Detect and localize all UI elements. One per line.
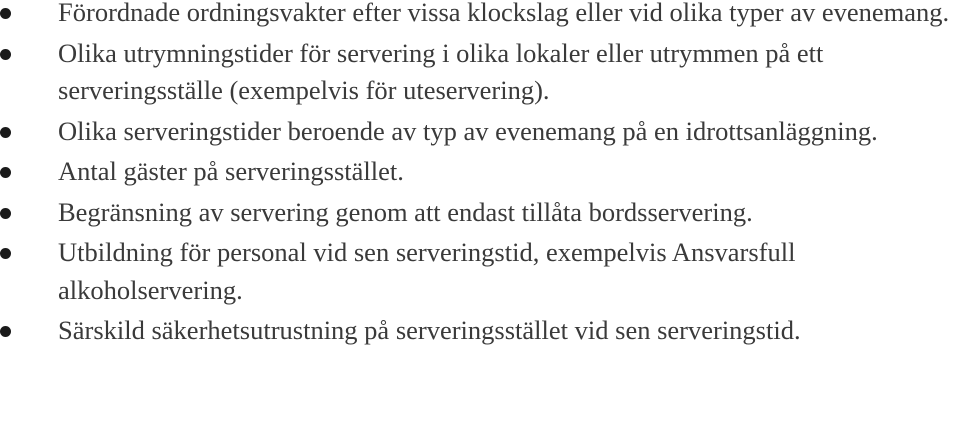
bullet-icon [0,8,11,19]
list-item [0,194,960,232]
list-item [0,153,960,191]
list-item-text: Olika utrymningstider för servering i olika lokaler eller utrymmen på ett serveringsställe (exempelvis för uteservering). [58,37,824,105]
list-item [0,312,960,350]
list-item [0,234,960,309]
bullet-icon [0,127,11,138]
list-item-text: Särskild säkerhetsutrustning på serveringsstället vid sen serveringstid. [58,315,801,345]
bullet-icon [0,326,11,337]
list-item-text: Antal gäster på serveringsstället. [58,156,404,186]
list-item-text: Utbildning för personal vid sen serveringstid, exempelvis Ansvarsfull alkoholservering. [58,237,796,305]
bullet-icon [0,49,11,60]
list-item [0,113,960,151]
bullet-icon [0,208,11,219]
list-item-text: Begränsning av servering genom att endast tillåta bordsservering. [58,196,753,227]
bullet-icon [0,167,11,178]
list-item [0,35,960,110]
list-item-text: Olika serveringstider beroende av typ av evenemang på en idrottsanläggning. [58,115,878,146]
bullet-icon [0,248,11,259]
list-item-text: Förordnade ordningsvakter efter vissa klockslag eller vid olika typer av evenemang. [58,0,950,27]
list-item [0,0,960,32]
